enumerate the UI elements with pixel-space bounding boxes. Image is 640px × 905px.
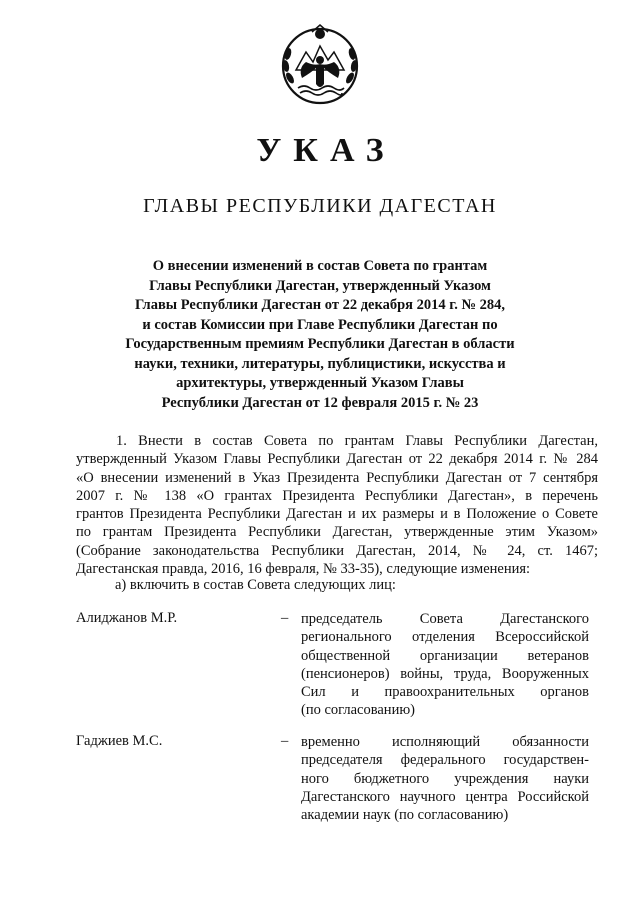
member-desc-line: Дагестанского научного центра Российской	[301, 788, 589, 805]
member-desc-line: ного бюджетного учреждения науки	[301, 770, 589, 787]
member-name: Гаджиев М.С.	[76, 733, 163, 749]
heading-line: Главы Республики Дагестан от 22 декабря 2014 г. № 284,	[134, 297, 506, 313]
paragraph-line: (Собрание законодательства Республики Дагестан, 2014, № 24, ст. 1467;	[76, 542, 598, 559]
member-description	[301, 733, 589, 824]
heading-line: Республики Дагестан от 12 февраля 2015 г. № 23	[161, 394, 479, 411]
heading-line: науки, техники, литературы, публицистики, искусства и	[134, 355, 506, 372]
member-desc-line: Сил и правоохранительных органов	[301, 684, 589, 701]
coat-of-arms-emblem	[278, 22, 362, 106]
member-description	[301, 610, 589, 720]
member-desc-line: председатель Совета Дагестанского	[301, 611, 589, 627]
paragraph-line: Дагестанская правда, 2016, 16 февраля, № 33-35), следующие изменения:	[76, 561, 531, 578]
document-heading	[96, 257, 544, 413]
paragraph-line: «О внесении изменений в Указ Президента Республики Дагестан от 7 сентября	[76, 469, 598, 486]
member-desc-line: академии наук (по согласованию)	[301, 807, 509, 824]
paragraph-line: 1. Внести в состав Совета по грантам Главы Республики Дагестан,	[116, 433, 598, 449]
member-desc-line: (по согласованию)	[301, 702, 415, 719]
heading-line: О внесении изменений в состав Совета по грантам	[152, 258, 488, 274]
heading-line: Государственным премиям Республики Дагестан в области	[125, 336, 515, 352]
member-desc-line: председателя федерального государствен-	[301, 752, 589, 769]
heading-line: и состав Комиссии при Главе Республики Дагестан по	[142, 316, 498, 333]
document-subtitle: ГЛАВЫ РЕСПУБЛИКИ ДАГЕСТАН	[143, 195, 497, 217]
paragraph-line: грантов Президента Республики Дагестан и их размеры и в Положение о Совете	[76, 506, 598, 523]
paragraph-line: утвержденный Указом Главы Республики Дагестан от 22 декабря 2014 г. № 284	[76, 451, 598, 468]
member-dash: –	[281, 733, 289, 749]
member-desc-line: общественной организации ветеранов	[301, 647, 589, 664]
document-title: УКАЗ	[256, 132, 396, 169]
member-desc-line: регионального отделения Всероссийской	[301, 629, 589, 646]
subitem-a: а) включить в состав Совета следующих лиц:	[115, 577, 396, 593]
member-desc-line: (пенсионеров) войны, труда, Вооруженных	[301, 665, 589, 682]
paragraph-1	[76, 432, 598, 578]
paragraph-line: по грантам Президента Республики Дагестан, утвержденные этим Указом»	[76, 524, 598, 541]
paragraph-line: 2007 г. № 138 «О грантах Президента Республики Дагестан», в перечень	[76, 487, 598, 504]
member-dash: –	[281, 610, 289, 626]
member-desc-line: временно исполняющий обязанности	[301, 734, 589, 750]
heading-line: архитектуры, утвержденный Указом Главы	[176, 375, 464, 391]
member-name: Алиджанов М.Р.	[76, 610, 178, 626]
heading-line: Главы Республики Дагестан, утвержденный Указом	[149, 277, 491, 294]
